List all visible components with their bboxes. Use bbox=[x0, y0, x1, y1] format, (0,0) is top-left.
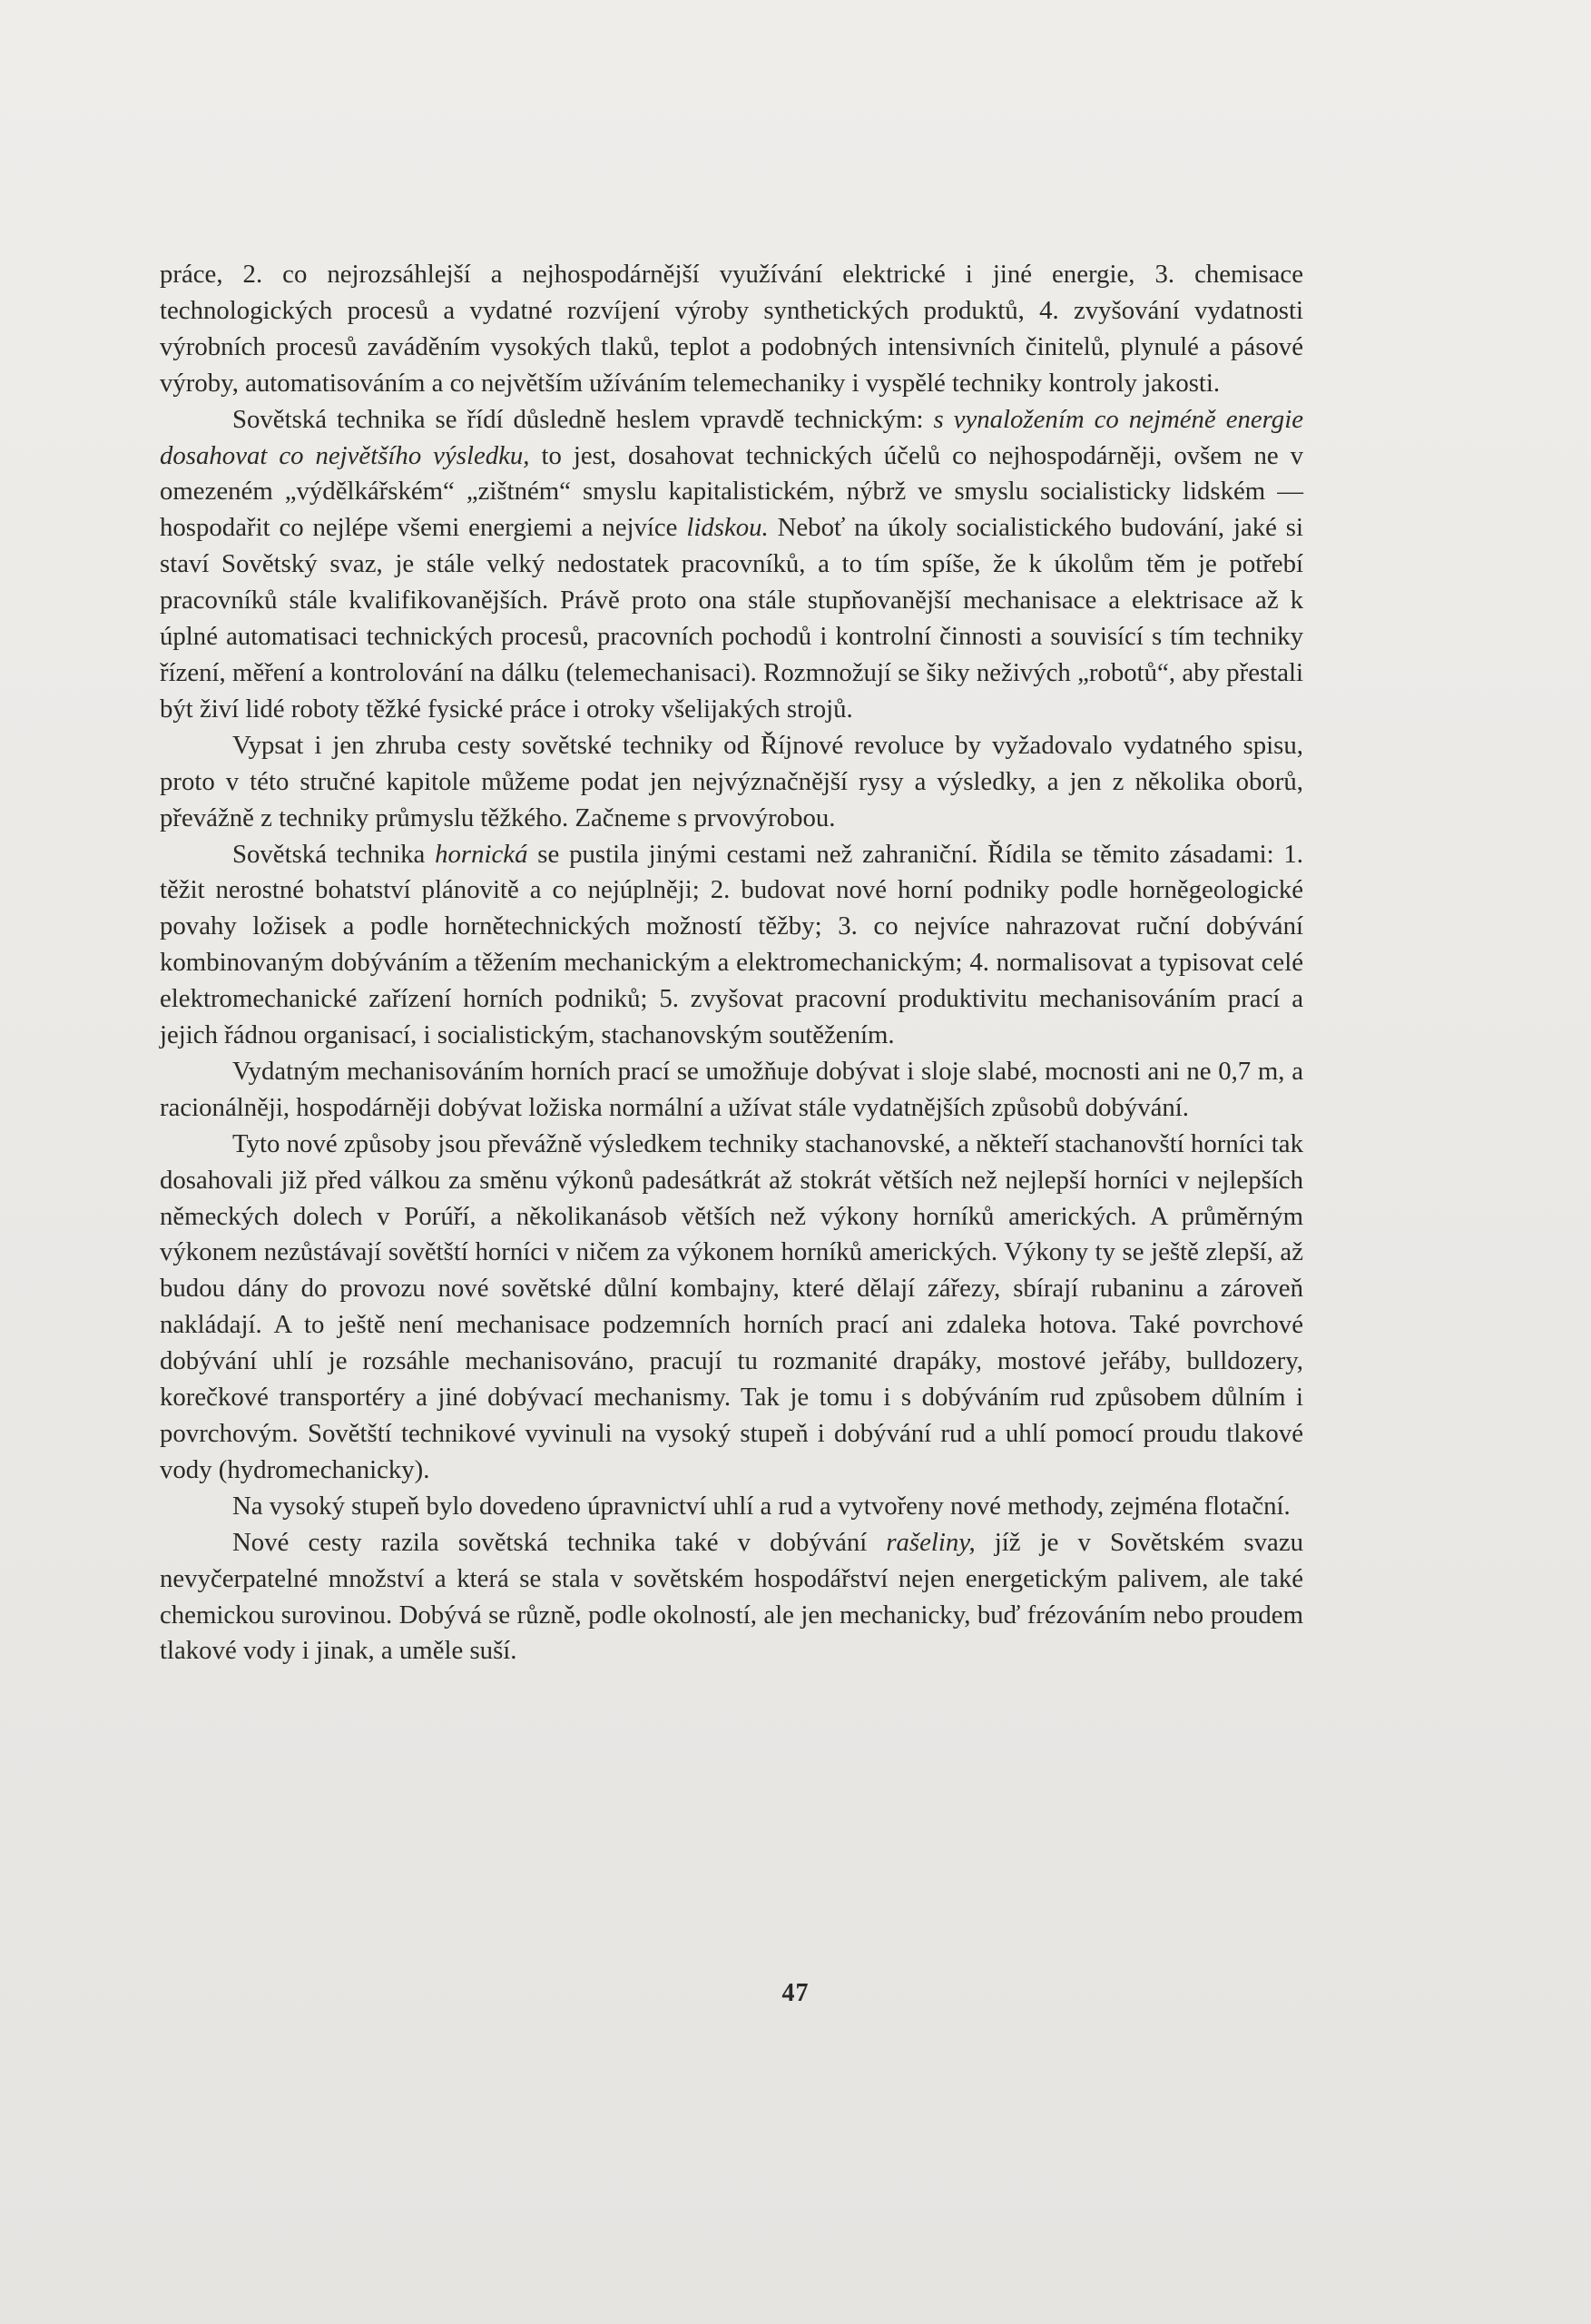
text-run: to jest, dosahovat technických účelů co nejhospodárněji, ovšem ne v omezeném „výdělkářském“ „zištném“ smyslu kapitalistickém, nýbrž ve smyslu socialisticky lidském — hospodařit co nejlépe všemi energiemi a nejvíce bbox=[160, 440, 1303, 543]
text-run: práce, 2. co nejrozsáhlejší a nejhospodárnější využívání elektrické i jiné energie, 3. chemisace technologických procesů a vydatné rozvíjení výroby synthetických produktů, 4. zvyšování vydatnosti výrobních procesů zaváděním vysokých tlaků, teplot a podobných intensivních činitelů, plynulé a pásové výroby, automatisováním a co největším užíváním telemechaniky i vyspělé techniky kontroly jakosti. bbox=[160, 260, 1303, 398]
paragraph bbox=[160, 1054, 1303, 1127]
italic-text-run: rašeliny, bbox=[886, 1527, 976, 1557]
paragraph bbox=[160, 257, 1303, 402]
paragraph bbox=[160, 837, 1303, 1054]
page-number: 47 bbox=[781, 1979, 810, 2007]
text-run: Vydatným mechanisováním horních prací se umožňuje dobývat i sloje slabé, mocnosti ani ne 0,7 m, a racionálněji, hospodárněji dobývat ložiska normální a užívat stále vydatnějších způsobů dobývání. bbox=[160, 1056, 1303, 1122]
text-run: Neboť na úkoly socialistického budování, jaké si staví Sovětský svaz, je stále velký nedostatek pracovníků, a to tím spíše, že k úkolům těm je potřebí pracovníků stále kvalifikovanějších. Právě proto ona stále stupňovanější mechanisace a elektrisace až k úplné automatisaci technických procesů, pracovních pochodů i kontrolní činnosti a souvisící s tím techniky řízení, měření a kontrolování na dálku (telemechanisaci). Rozmnožují se šiky neživých „robotů“, aby přestali být živí lidé roboty těžké fysické práce i otroky všelijakých strojů. bbox=[160, 513, 1303, 724]
paragraph bbox=[160, 1127, 1303, 1489]
text-run: Nové cesty razila sovětská technika také v dobývání bbox=[232, 1527, 887, 1557]
paragraph bbox=[160, 728, 1303, 837]
body-text bbox=[160, 257, 1303, 1669]
text-run: Sovětská technika se řídí důsledně heslem vpravdě technickým: bbox=[232, 404, 934, 434]
paragraph bbox=[160, 1489, 1303, 1525]
text-run: jíž je v Sovětském svazu nevyčerpatelné množství a která se stala v sovětském hospodářství nejen energetickým palivem, ale také chemickou surovinou. Dobývá se různě, podle okolností, ale jen mechanicky, buď frézováním nebo proudem tlakové vody i jinak, a uměle suší. bbox=[160, 1527, 1303, 1666]
italic-text-run: lidskou. bbox=[686, 513, 769, 543]
text-run: Vypsat i jen zhruba cesty sovětské techniky od Říjnové revoluce by vyžadovalo vydatného spisu, proto v této stručné kapitole můžeme podat jen nejvýznačnější rysy a výsledky, a jen z několika oborů, převážně z techniky průmyslu těžkého. Začneme s prvovýrobou. bbox=[160, 730, 1303, 832]
italic-text-run: hornická bbox=[435, 839, 528, 869]
paragraph bbox=[160, 402, 1303, 728]
paragraph bbox=[160, 1525, 1303, 1670]
text-run: Tyto nové způsoby jsou převážně výsledkem techniky stachanovské, a někteří stachanovští horníci tak dosahovali již před válkou za směnu výkonů padesátkrát až stokrát větších než nejlepší horníci v nejlepších německých dolech v Porúří, a několikanásob větších než výkony horníků amerických. A průměrným výkonem nezůstávají sovětští horníci v ničem za výkonem horníků amerických. Výkony ty se ještě zlepší, až budou dány do provozu nové sovětské důlní kombajny, které dělají zářezy, sbírají rubaninu a zároveň nakládají. A to ještě není mechanisace podzemních horních prací ani zdaleka hotova. Také povrchové dobývání uhlí je rozsáhle mechanisováno, pracují tu rozmanité drapáky, mostové jeřáby, bulldozery, korečkové transportéry a jiné dobývací mechanismy. Tak je tomu i s dobýváním rud způsobem důlním i povrchovým. Sovětští technikové vyvinuli na vysoký stupeň i dobývání rud a uhlí pomocí proudu tlakové vody (hydromechanicky). bbox=[160, 1128, 1303, 1484]
text-run: Na vysoký stupeň bylo dovedeno úpravnictví uhlí a rud a vytvořeny nové methody, zejména flotační. bbox=[232, 1491, 1291, 1521]
text-run: Sovětská technika bbox=[232, 839, 436, 869]
italic-text-run: s vynaložením co nejméně energie dosahovat co největšího výsledku, bbox=[160, 404, 1303, 470]
text-run: se pustila jinými cestami než zahraniční. Řídila se těmito zásadami: 1. těžit nerostné bohatství plánovitě a co nejúplněji; 2. budovat nové horní podniky podle horněgeologické povahy ložisek a podle hornětechnických možností těžby; 3. co nejvíce nahrazovat ruční dobývání kombinovaným dobýváním a těžením mechanickým a elektromechanickým; 4. normalisovat a typisovat celé elektromechanické zařízení horních podniků; 5. zvyšovat pracovní produktivitu mechanisováním prací a jejich řádnou organisací, i socialistickým, stachanovským soutěžením. bbox=[160, 839, 1303, 1050]
